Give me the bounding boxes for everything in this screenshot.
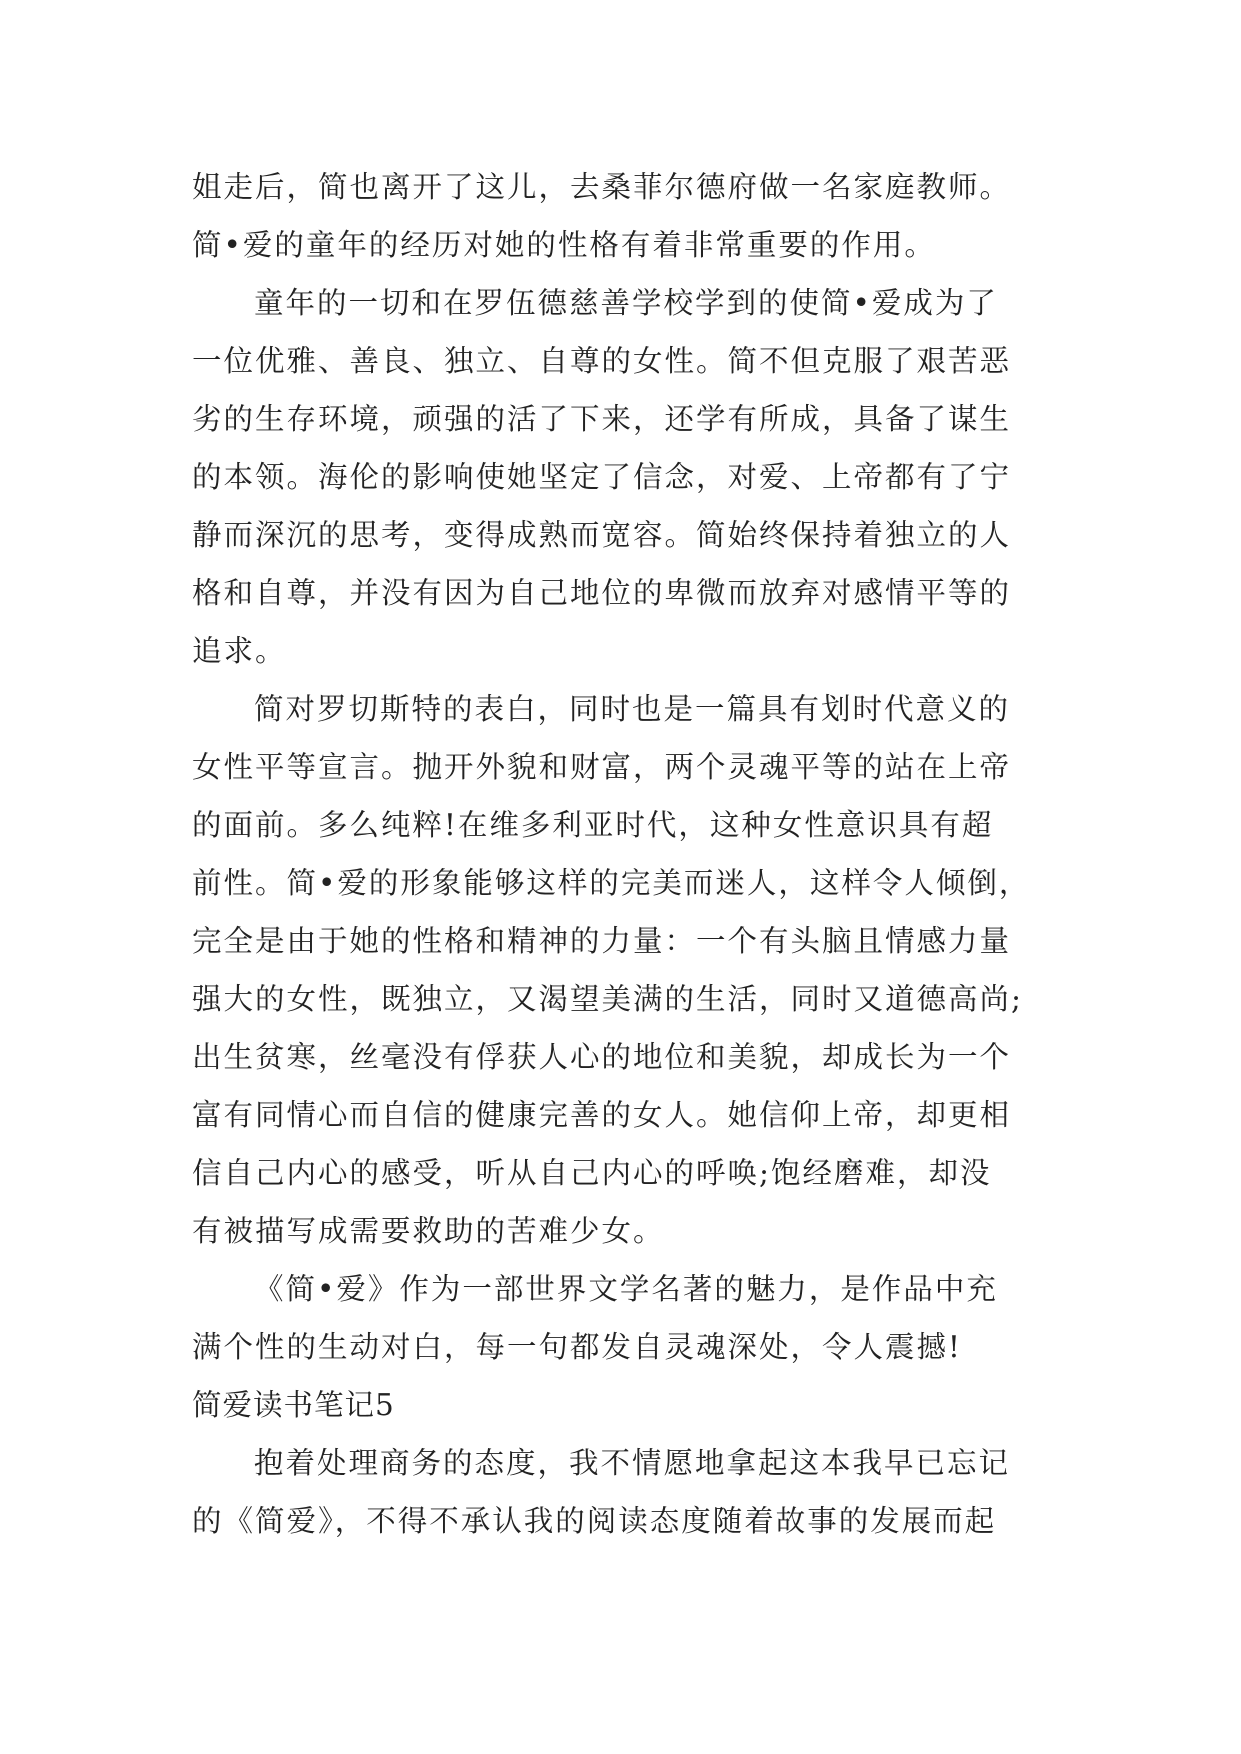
text-line: 劣的生存环境，顽强的活了下来，还学有所成，具备了谋生 <box>192 402 1012 436</box>
text-line: 追求。 <box>192 634 287 668</box>
text-line: 富有同情心而自信的健康完善的女人。她信仰上帝，却更相 <box>192 1098 1012 1132</box>
paragraph-start-line: 抱着处理商务的态度，我不情愿地拿起这本我早已忘记 <box>254 1446 1011 1480</box>
text-line: 的面前。多么纯粹!在维多利亚时代，这种女性意识具有超 <box>192 808 994 842</box>
text-line: 有被描写成需要救助的苦难少女。 <box>192 1214 665 1248</box>
body-text <box>192 158 1072 1550</box>
text-line: 姐走后，简也离开了这儿，去桑菲尔德府做一名家庭教师。 <box>192 170 1012 204</box>
text-line: 出生贫寒，丝毫没有俘获人心的地位和美貌，却成长为一个 <box>192 1040 1012 1074</box>
section-heading: 简爱读书笔记5 <box>192 1388 395 1422</box>
text-line: 前性。简•爱的形象能够这样的完美而迷人，这样令人倾倒， <box>192 866 1031 900</box>
text-line: 完全是由于她的性格和精神的力量：一个有头脑且情感力量 <box>192 924 1012 958</box>
text-line: 强大的女性，既独立，又渴望美满的生活，同时又道德高尚; <box>192 982 1023 1016</box>
text-line: 静而深沉的思考，变得成熟而宽容。简始终保持着独立的人 <box>192 518 1012 552</box>
text-line: 信自己内心的感受，听从自己内心的呼唤;饱经磨难，却没 <box>192 1156 992 1190</box>
text-line: 一位优雅、善良、独立、自尊的女性。简不但克服了艰苦恶 <box>192 344 1012 378</box>
text-line: 满个性的生动对白，每一句都发自灵魂深处，令人震撼! <box>192 1330 962 1364</box>
paragraph-start-line: 《简•爱》作为一部世界文学名著的魅力，是作品中充 <box>254 1272 998 1306</box>
paragraph-start-line: 童年的一切和在罗伍德慈善学校学到的使简•爱成为了 <box>254 286 998 320</box>
paragraph-start-line: 简对罗切斯特的表白，同时也是一篇具有划时代意义的 <box>254 692 1011 726</box>
text-line: 简•爱的童年的经历对她的性格有着非常重要的作用。 <box>192 228 936 262</box>
text-line: 的本领。海伦的影响使她坚定了信念，对爱、上帝都有了宁 <box>192 460 1012 494</box>
text-line: 格和自尊，并没有因为自己地位的卑微而放弃对感情平等的 <box>192 576 1012 610</box>
text-line: 女性平等宣言。抛开外貌和财富，两个灵魂平等的站在上帝 <box>192 750 1012 784</box>
text-line: 的《简爱》，不得不承认我的阅读态度随着故事的发展而起 <box>192 1504 997 1538</box>
